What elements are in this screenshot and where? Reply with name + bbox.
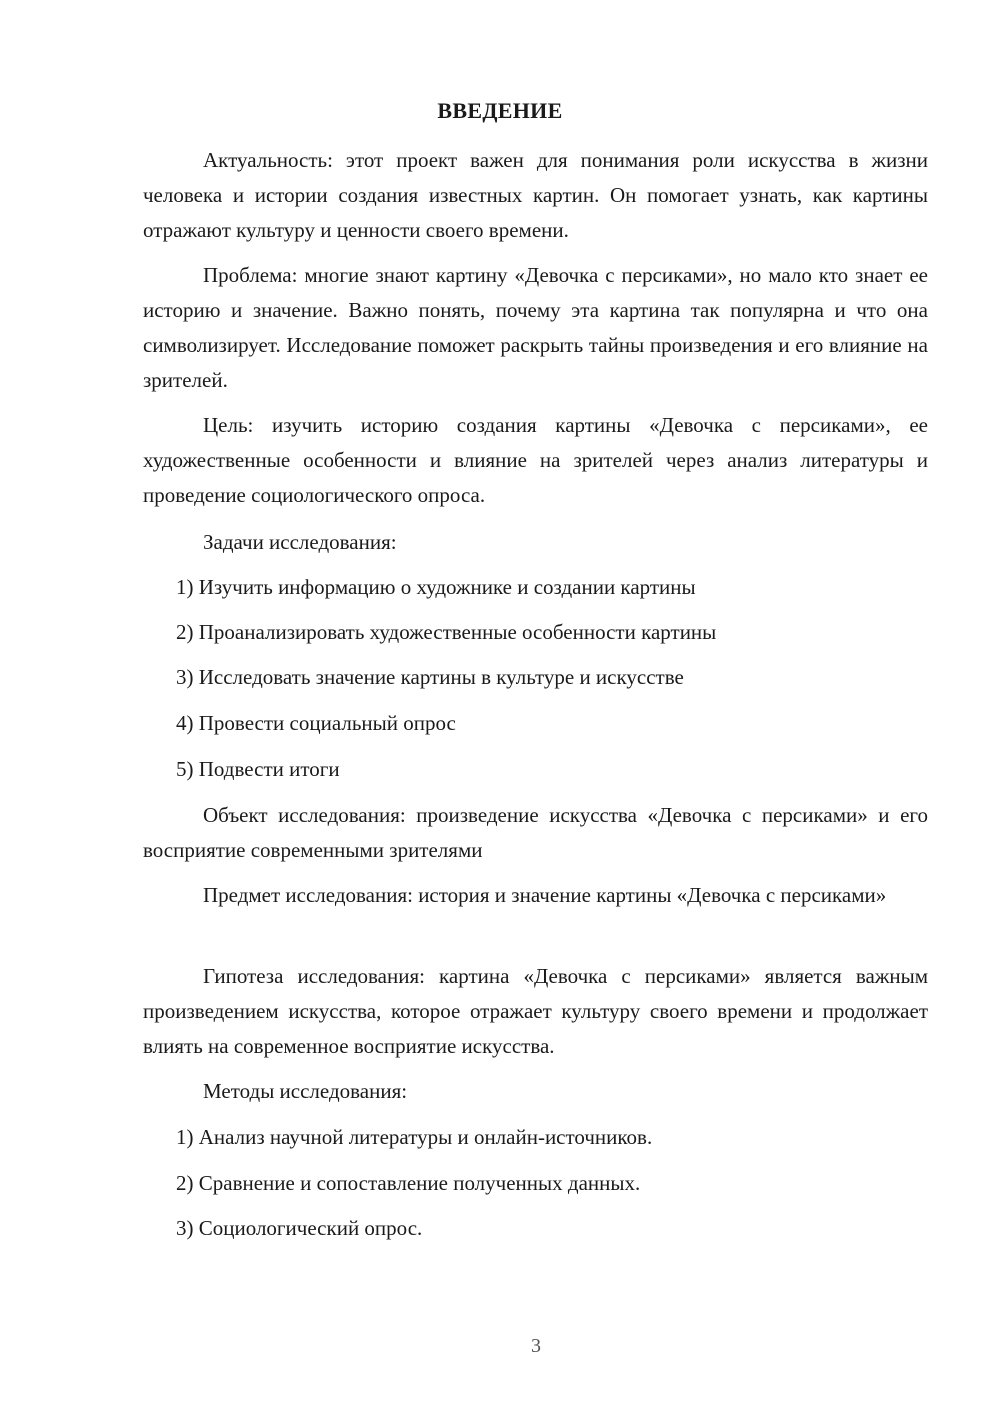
paragraph-goal: Цель: изучить историю создания картины «Девочка с персиками», ее художественные особенности и влияние на зрителей через анализ литературы и проведение социологического опроса.	[143, 413, 928, 507]
paragraph-methods-heading: Методы исследования:	[203, 1079, 408, 1103]
task-item: 1) Изучить информацию о художнике и создании картины	[176, 575, 696, 599]
method-item: 1) Анализ научной литературы и онлайн-источников.	[176, 1125, 653, 1149]
task-item: 4) Провести социальный опрос	[176, 711, 456, 735]
paragraph-subject: Предмет исследования: история и значение картины «Девочка с персиками»	[203, 883, 887, 907]
task-item: 2) Проанализировать художественные особенности картины	[176, 620, 717, 644]
paragraph-relevance: Актуальность: этот проект важен для понимания роли искусства в жизни человека и истории создания известных картин. Он помогает узнать, как картины отражают культуру и ценности своего времени.	[143, 148, 928, 242]
task-item: 3) Исследовать значение картины в культуре и искусстве	[176, 665, 684, 689]
method-item: 2) Сравнение и сопоставление полученных данных.	[176, 1171, 641, 1195]
page-title: ВВЕДЕНИЕ	[437, 98, 563, 123]
page-number: 3	[531, 1335, 541, 1357]
task-item: 5) Подвести итоги	[176, 757, 340, 781]
paragraph-object: Объект исследования: произведение искусства «Девочка с персиками» и его восприятие современными зрителями	[143, 803, 928, 862]
paragraph-problem: Проблема: многие знают картину «Девочка с персиками», но мало кто знает ее историю и значение. Важно понять, почему эта картина так популярна и что она символизирует. Исследование поможет раскрыть тайны произведения и его влияние на зрителей.	[143, 263, 928, 392]
method-item: 3) Социологический опрос.	[176, 1216, 423, 1240]
paragraph-tasks-heading: Задачи исследования:	[203, 530, 397, 554]
paragraph-hypothesis: Гипотеза исследования: картина «Девочка с персиками» является важным произведением искусства, которое отражает культуру своего времени и продолжает влиять на современное восприятие искусства.	[143, 964, 928, 1058]
